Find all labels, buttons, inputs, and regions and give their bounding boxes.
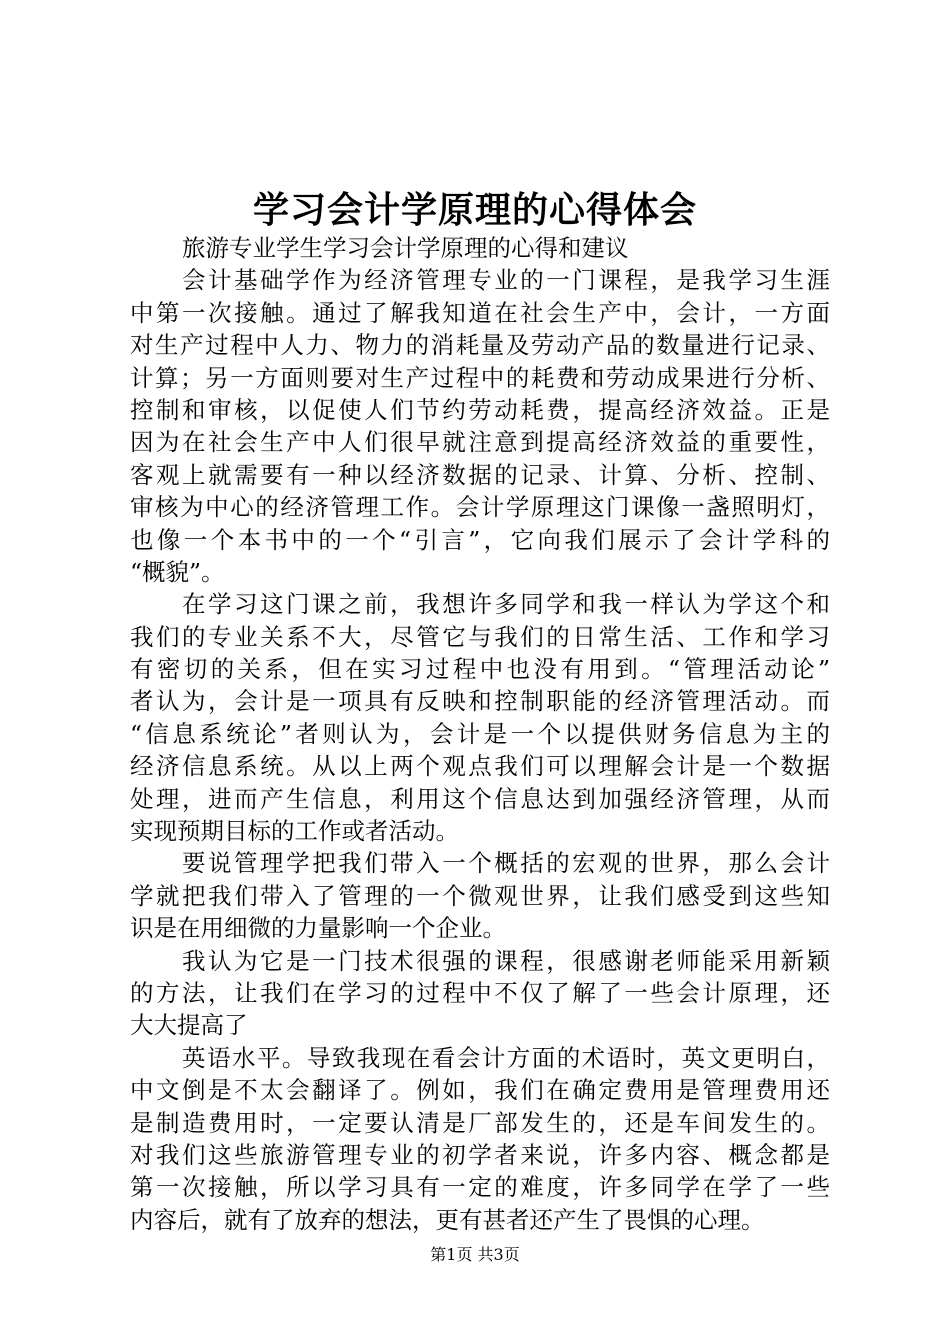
text-line: 学就把我们带入了管理的一个微观世界，让我们感受到这些知 (130, 881, 830, 910)
page-indicator: 第1页 共3页 (430, 1245, 520, 1264)
text-line: 对生产过程中人力、物力的消耗量及劳动产品的数量进行记录、 (130, 331, 830, 360)
text-line: 内容后，就有了放弃的想法，更有甚者还产生了畏惧的心理。 (130, 1205, 765, 1234)
text-line: “信息系统论”者则认为，会计是一个以提供财务信息为主的 (130, 719, 830, 748)
text-line: 中文倒是不太会翻译了。例如，我们在确定费用是管理费用还 (130, 1076, 830, 1105)
text-line: 审核为中心的经济管理工作。会计学原理这门课像一盏照明灯， (130, 493, 830, 522)
text-line: 客观上就需要有一种以经济数据的记录、计算、分析、控制、 (130, 460, 830, 489)
text-line: 旅游专业学生学习会计学原理的心得和建议 (182, 234, 629, 262)
text-line: 经济信息系统。从以上两个观点我们可以理解会计是一个数据 (130, 752, 830, 781)
text-line: 是制造费用时，一定要认清是厂部发生的，还是车间发生的。 (130, 1108, 830, 1137)
text-line: 第一次接触，所以学习具有一定的难度，许多同学在学了一些 (130, 1173, 830, 1202)
text-line: “概貌”。 (130, 557, 225, 586)
text-line: 者认为，会计是一项具有反映和控制职能的经济管理活动。而 (130, 687, 830, 716)
text-line: 的方法，让我们在学习的过程中不仅了解了一些会计原理，还 (130, 978, 830, 1007)
document-title: 学习会计学原理的心得体会 (252, 189, 697, 231)
text-line: 大大提高了 (130, 1011, 248, 1040)
document-body (130, 232, 830, 1236)
text-line: 英语水平。导致我现在看会计方面的术语时，英文更明白， (182, 1043, 830, 1072)
text-line: 对我们这些旅游管理专业的初学者来说，许多内容、概念都是 (130, 1140, 830, 1169)
text-line: 我认为它是一门技术很强的课程，很感谢老师能采用新颖 (182, 946, 830, 975)
text-line: 控制和审核，以促使人们节约劳动耗费，提高经济效益。正是 (130, 395, 830, 424)
text-line: 计算；另一方面则要对生产过程中的耗费和劳动成果进行分析、 (130, 363, 830, 392)
text-line: 要说管理学把我们带入一个概括的宏观的世界，那么会计 (182, 849, 830, 878)
text-line: 中第一次接触。通过了解我知道在社会生产中，会计，一方面 (130, 298, 830, 327)
text-line: 我们的专业关系不大，尽管它与我们的日常生活、工作和学习 (130, 622, 830, 651)
text-line: 会计基础学作为经济管理专业的一门课程，是我学习生涯 (182, 266, 830, 295)
text-line: 识是在用细微的力量影响一个企业。 (130, 914, 506, 943)
text-line: 在学习这门课之前，我想许多同学和我一样认为学这个和 (182, 590, 830, 619)
text-line: 实现预期目标的工作或者活动。 (130, 817, 459, 846)
text-line: 也像一个本书中的一个“引言”，它向我们展示了会计学科的 (130, 525, 830, 554)
text-line: 处理，进而产生信息，利用这个信息达到加强经济管理，从而 (130, 784, 830, 813)
text-line: 因为在社会生产中人们很早就注意到提高经济效益的重要性， (130, 428, 830, 457)
text-line: 有密切的关系，但在实习过程中也没有用到。“管理活动论” (130, 655, 830, 684)
